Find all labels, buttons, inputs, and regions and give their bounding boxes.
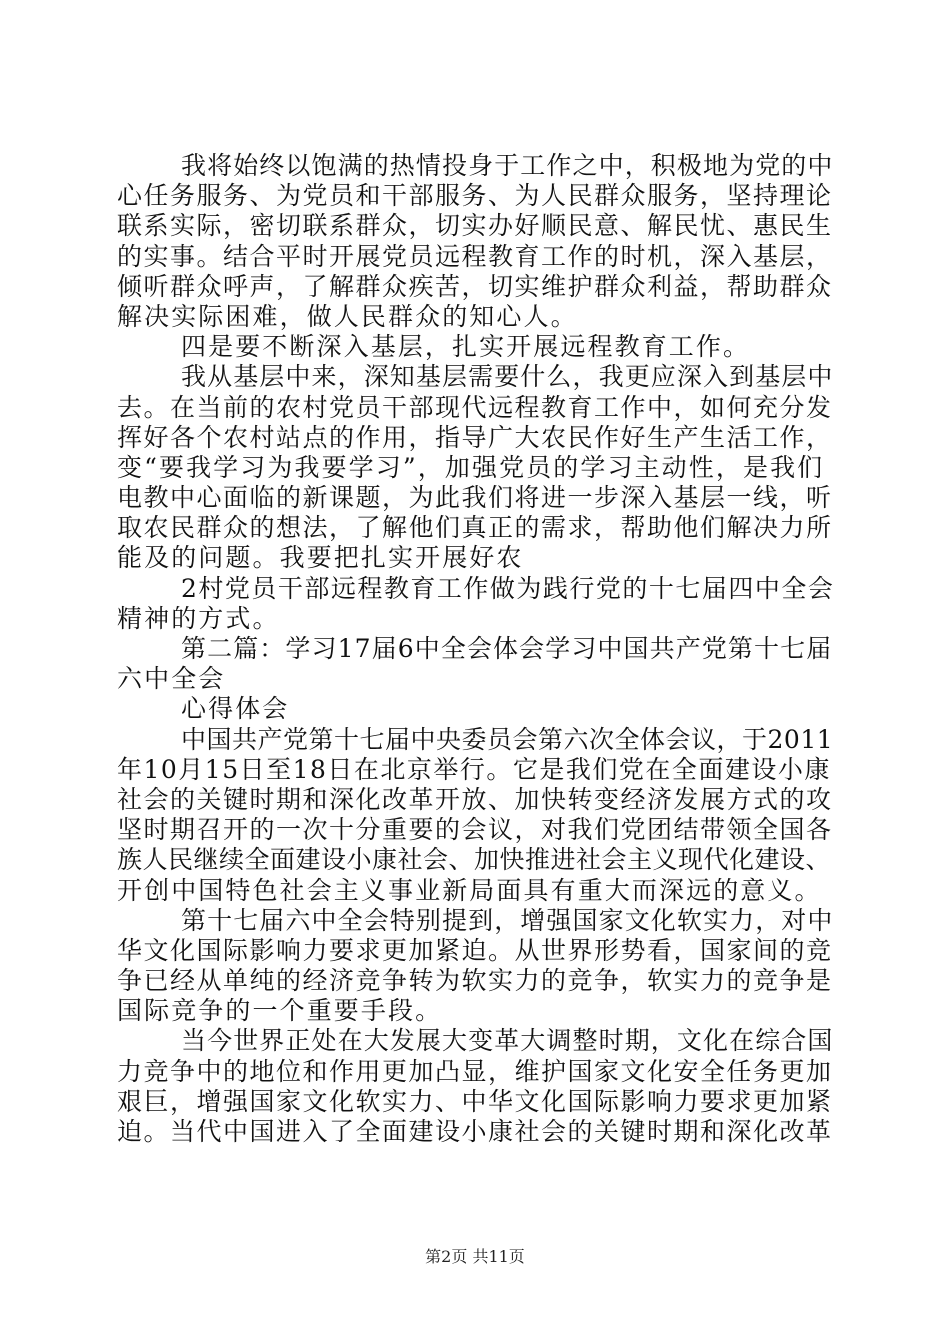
text-line: 国际竞争的一个重要手段。	[117, 996, 443, 1026]
text-line: 力竞争中的地位和作用更加凸显，维护国家文化安全任务更加	[117, 1056, 833, 1086]
text-line: 艰巨，增强国家文化软实力、中华文化国际影响力要求更加紧	[117, 1086, 833, 1116]
text-line: 族人民继续全面建设小康社会、加快推进社会主义现代化建设、	[117, 845, 832, 875]
text-line: 心得体会	[181, 694, 290, 724]
text-line: 四是要不断深入基层，扎实开展远程教育工作。	[181, 332, 751, 362]
text-line: 能及的问题。我要把扎实开展好农	[117, 543, 524, 573]
text-line: 华文化国际影响力要求更加紧迫。从世界形势看，国家间的竞	[117, 935, 833, 965]
text-line: 中国共产党第十七届中央委员会第六次全体会议，于2011	[181, 724, 834, 754]
text-line: 社会的关键时期和深化改革开放、加快转变经济发展方式的攻	[117, 784, 833, 814]
text-line: 倾听群众呼声，了解群众疾苦，切实维护群众利益，帮助群众	[117, 271, 833, 301]
text-line: 迫。当代中国进入了全面建设小康社会的关键时期和深化改革	[117, 1117, 833, 1146]
text-line: 六中全会	[117, 664, 226, 694]
text-line: 开创中国特色社会主义事业新局面具有重大而深远的意义。	[117, 875, 822, 905]
document-body	[117, 151, 835, 1147]
text-line: 变“要我学习为我要学习”，加强党员的学习主动性，是我们	[117, 452, 825, 482]
text-line: 坚时期召开的一次十分重要的会议，对我们党团结带领全国各	[117, 815, 833, 845]
text-line: 电教中心面临的新课题，为此我们将进一步深入基层一线，听	[117, 483, 833, 513]
text-line: 解决实际困难，做人民群众的知心人。	[117, 301, 578, 331]
text-line: 争已经从单纯的经济竞争转为软实力的竞争，软实力的竞争是	[117, 966, 833, 996]
text-line: 挥好各个农村站点的作用，指导广大农民作好生产生活工作，	[117, 422, 833, 452]
text-line: 我从基层中来，深知基层需要什么，我更应深入到基层中	[181, 362, 834, 392]
text-line: 年10月15日至18日在北京举行。它是我们党在全面建设小康	[117, 754, 831, 784]
text-line: 精神的方式。	[117, 603, 280, 633]
text-line: 的实事。结合平时开展党员远程教育工作的时机，深入基层，	[117, 241, 833, 271]
text-line: 联系实际，密切联系群众，切实办好顺民意、解民忧、惠民生	[117, 211, 833, 241]
text-line: 2村党员干部远程教育工作做为践行党的十七届四中全会	[181, 573, 835, 603]
text-line: 当今世界正处在大发展大变革大调整时期，文化在综合国	[181, 1026, 834, 1056]
text-line: 去。在当前的农村党员干部现代远程教育工作中，如何充分发	[117, 392, 833, 422]
text-line: 取农民群众的想法，了解他们真正的需求，帮助他们解决力所	[117, 513, 833, 543]
page-number-footer: 第2页 共11页	[425, 1247, 525, 1266]
text-line: 我将始终以饱满的热情投身于工作之中，积极地为党的中	[181, 151, 834, 180]
text-line: 第二篇：学习17届6中全会体会学习中国共产党第十七届	[181, 634, 833, 663]
text-line: 心任务服务、为党员和干部服务、为人民群众服务，坚持理论	[117, 181, 833, 211]
text-line: 第十七届六中全会特别提到，增强国家文化软实力，对中	[181, 905, 834, 935]
